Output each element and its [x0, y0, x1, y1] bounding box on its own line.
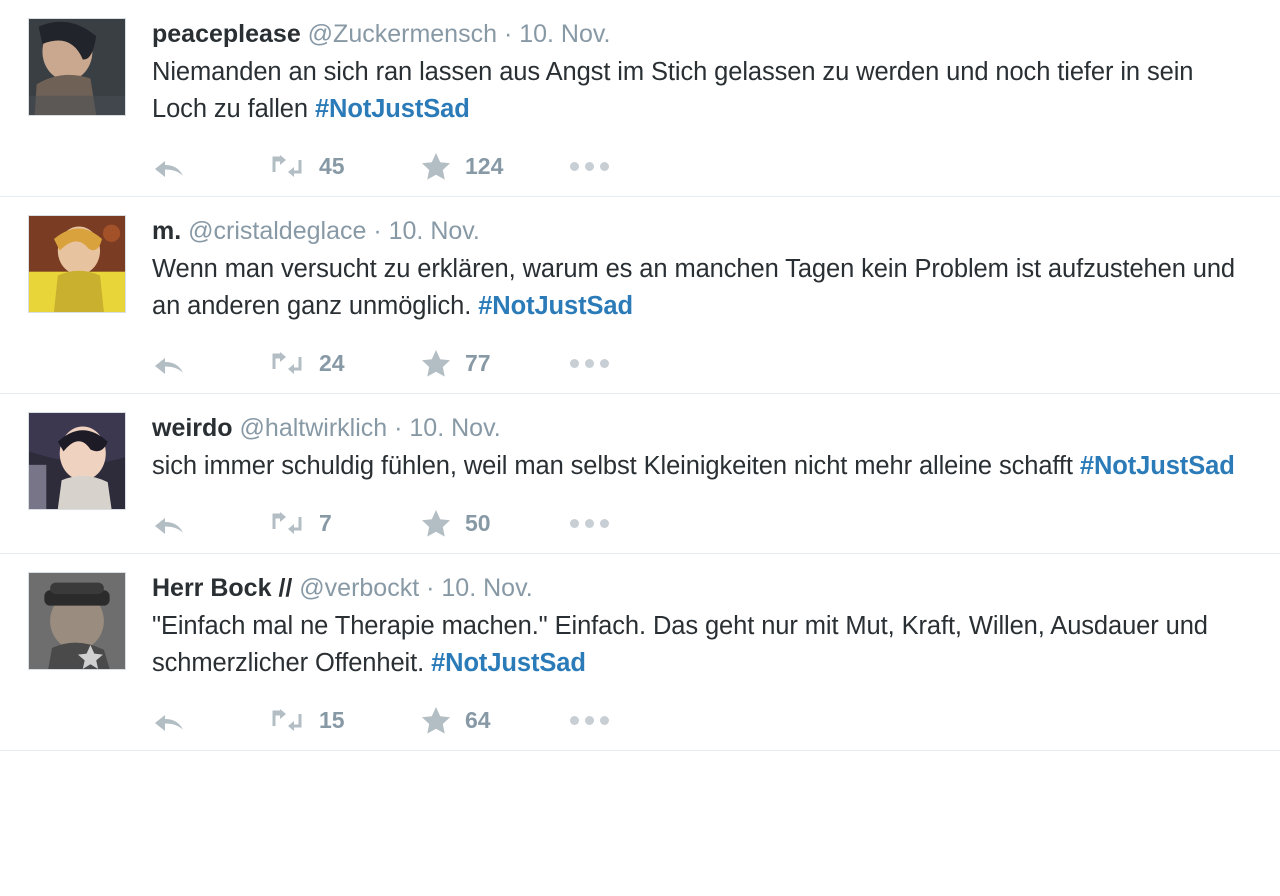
star-icon[interactable]	[420, 151, 452, 181]
reply-button[interactable]	[152, 343, 270, 383]
tweet-author-name[interactable]: weirdo	[152, 414, 233, 442]
favorite-count: 64	[465, 706, 491, 733]
header-separator: ·	[373, 217, 382, 245]
tweet-actions	[152, 146, 1252, 186]
more-options-icon[interactable]	[570, 359, 609, 368]
tweet-actions	[152, 343, 1252, 383]
tweet-actions	[152, 700, 1252, 740]
tweet-text-run: "Einfach mal ne Therapie machen." Einfach. Das geht nur mit Mut, Kraft, Willen, Ausdauer und schmerzlicher Offenheit.	[152, 612, 1208, 677]
tweet-text	[152, 54, 1252, 128]
retweet-count: 45	[319, 152, 345, 179]
tweet[interactable]	[0, 197, 1280, 394]
tweet-header	[152, 572, 1252, 604]
tweet-text-run: sich immer schuldig fühlen, weil man selbst Kleinigkeiten nicht mehr alleine schafft	[152, 452, 1080, 480]
hashtag-link[interactable]: #NotJustSad	[478, 292, 633, 320]
avatar-weirdo[interactable]	[28, 412, 126, 510]
favorite-count: 50	[465, 509, 491, 536]
more-button[interactable]	[570, 146, 650, 186]
tweet-body	[126, 412, 1252, 543]
tweet-body	[126, 572, 1252, 740]
retweet-count: 15	[319, 706, 345, 733]
favorite-button[interactable]	[420, 146, 570, 186]
tweet-author-handle[interactable]: @verbockt	[299, 574, 420, 602]
tweet-author-name[interactable]: m.	[152, 217, 182, 245]
star-icon[interactable]	[420, 705, 452, 735]
reply-button[interactable]	[152, 700, 270, 740]
more-options-icon[interactable]	[570, 716, 609, 725]
header-separator: ·	[426, 574, 435, 602]
tweet-author-handle[interactable]: @haltwirklich	[239, 414, 388, 442]
tweet-header	[152, 412, 1252, 444]
header-separator: ·	[503, 20, 513, 48]
retweet-count: 7	[319, 509, 332, 536]
reply-icon[interactable]	[152, 706, 186, 734]
more-options-icon[interactable]	[570, 519, 609, 528]
tweet-timestamp[interactable]: 10. Nov.	[519, 20, 611, 48]
tweet[interactable]	[0, 0, 1280, 197]
star-icon[interactable]	[420, 508, 452, 538]
retweet-button[interactable]	[270, 503, 420, 543]
tweet-text-run: Wenn man versucht zu erklären, warum es an manchen Tagen kein Problem ist aufzustehen und an anderen ganz unmöglich.	[152, 255, 1236, 320]
tweet-timestamp[interactable]: 10. Nov.	[388, 217, 480, 245]
hashtag-link[interactable]: #NotJustSad	[1079, 452, 1235, 480]
tweet-text	[152, 608, 1252, 682]
retweet-icon[interactable]	[270, 509, 306, 537]
reply-button[interactable]	[152, 146, 270, 186]
hashtag-link[interactable]: #NotJustSad	[431, 649, 586, 677]
star-icon[interactable]	[420, 348, 452, 378]
favorite-count: 124	[465, 152, 504, 179]
favorite-button[interactable]	[420, 343, 570, 383]
tweet-timestamp[interactable]: 10. Nov.	[409, 414, 501, 442]
retweet-count: 24	[319, 349, 345, 376]
favorite-count: 77	[465, 349, 491, 376]
reply-icon[interactable]	[152, 509, 186, 537]
tweet-timestamp[interactable]: 10. Nov.	[441, 574, 533, 602]
retweet-icon[interactable]	[270, 152, 306, 180]
more-button[interactable]	[570, 343, 650, 383]
more-button[interactable]	[570, 503, 650, 543]
retweet-button[interactable]	[270, 146, 420, 186]
retweet-button[interactable]	[270, 343, 420, 383]
tweet-text-run: Niemanden an sich ran lassen aus Angst im Stich gelassen zu werden und noch tiefer in sein Loch zu fallen	[152, 58, 1194, 123]
tweet-author-name[interactable]: Herr Bock //	[152, 574, 293, 602]
retweet-icon[interactable]	[270, 349, 306, 377]
avatar-peaceplease[interactable]	[28, 18, 126, 116]
retweet-icon[interactable]	[270, 706, 306, 734]
tweet-body	[126, 215, 1252, 383]
header-separator: ·	[394, 414, 403, 442]
tweet-body	[126, 18, 1252, 186]
tweet-text	[152, 448, 1252, 485]
more-button[interactable]	[570, 700, 650, 740]
reply-button[interactable]	[152, 503, 270, 543]
avatar-herr-bock[interactable]	[28, 572, 126, 670]
favorite-button[interactable]	[420, 503, 570, 543]
retweet-button[interactable]	[270, 700, 420, 740]
more-options-icon[interactable]	[570, 162, 609, 171]
tweet-author-handle[interactable]: @Zuckermensch	[307, 20, 497, 48]
reply-icon[interactable]	[152, 349, 186, 377]
hashtag-link[interactable]: #NotJustSad	[314, 95, 470, 123]
tweet-header	[152, 215, 1252, 247]
tweet-header	[152, 18, 1252, 50]
tweet-actions	[152, 503, 1252, 543]
tweet[interactable]	[0, 554, 1280, 751]
tweet-author-handle[interactable]: @cristaldeglace	[188, 217, 367, 245]
tweet-author-name[interactable]: peaceplease	[152, 20, 301, 48]
favorite-button[interactable]	[420, 700, 570, 740]
reply-icon[interactable]	[152, 152, 186, 180]
tweet[interactable]	[0, 394, 1280, 554]
tweet-text	[152, 251, 1252, 325]
avatar-m[interactable]	[28, 215, 126, 313]
